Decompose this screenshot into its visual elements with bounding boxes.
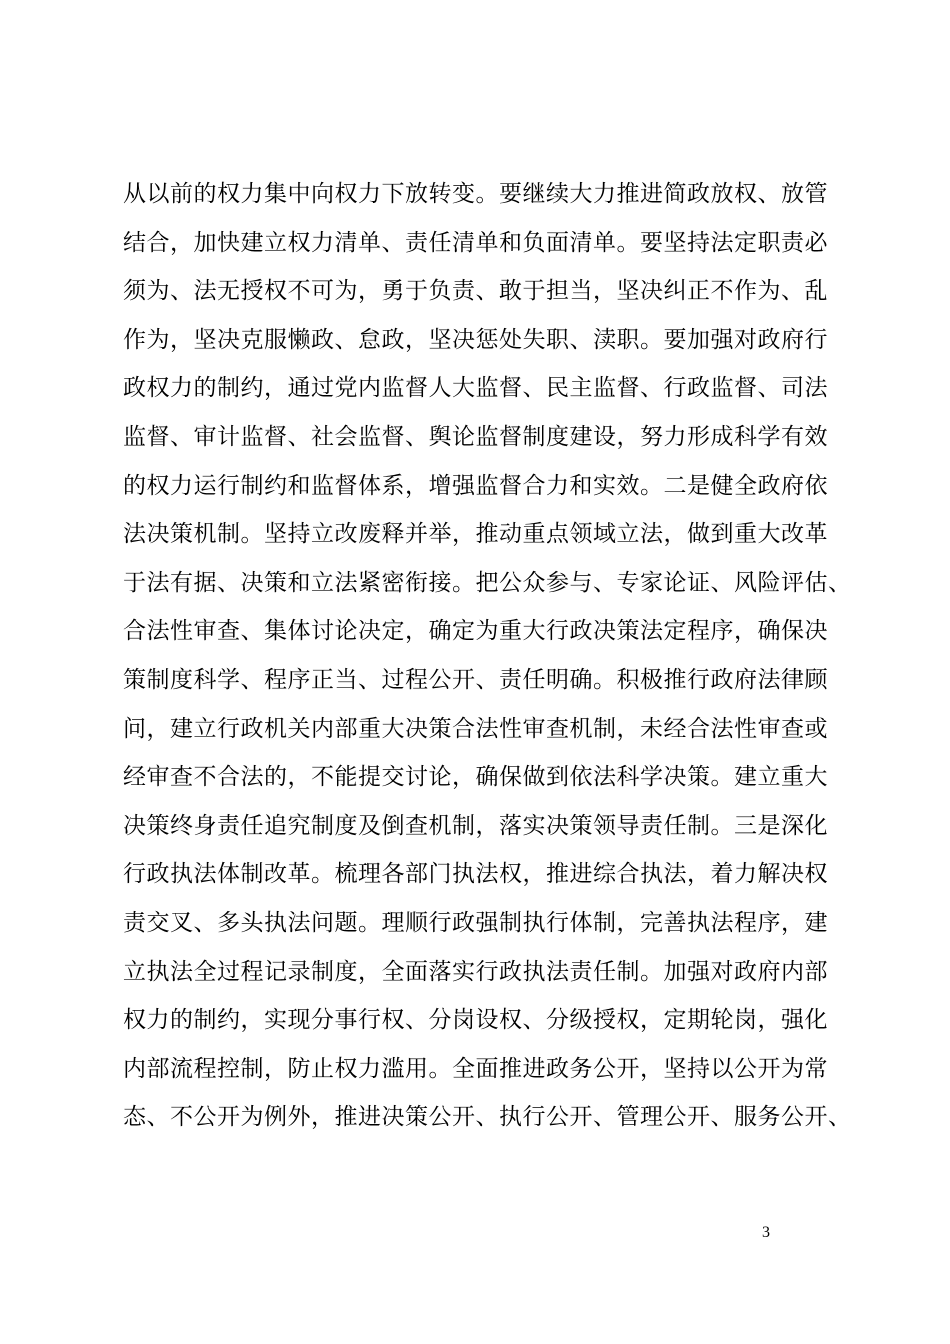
text-line: 立执法全过程记录制度，全面落实行政执法责任制。加强对政府内部	[123, 958, 828, 985]
page-number: 3	[762, 1224, 770, 1241]
text-line: 态、不公开为例外，推进决策公开、执行公开、管理公开、服务公开、	[123, 1104, 852, 1131]
text-line: 作为，坚决克服懒政、怠政，坚决惩处失职、渎职。要加强对政府行	[123, 326, 828, 353]
text-line: 法决策机制。坚持立改废释并举，推动重点领域立法，做到重大改革	[123, 521, 828, 548]
text-line: 于法有据、决策和立法紧密衔接。把公众参与、专家论证、风险评估、	[123, 569, 852, 596]
text-line: 合法性审查、集体讨论决定，确定为重大行政决策法定程序，确保决	[123, 618, 828, 645]
text-line: 问，建立行政机关内部重大决策合法性审查机制，未经合法性审查或	[123, 715, 828, 742]
text-line: 决策终身责任追究制度及倒查机制，落实决策领导责任制。三是深化	[123, 812, 828, 839]
text-line: 策制度科学、程序正当、过程公开、责任明确。积极推行政府法律顾	[123, 666, 828, 693]
text-line: 监督、审计监督、社会监督、舆论监督制度建设，努力形成科学有效	[123, 423, 828, 450]
text-line: 行政执法体制改革。梳理各部门执法权，推进综合执法，着力解决权	[123, 861, 828, 888]
text-line: 责交叉、多头执法问题。理顺行政强制执行体制，完善执法程序，建	[123, 909, 828, 936]
text-line: 经审查不合法的，不能提交讨论，确保做到依法科学决策。建立重大	[123, 764, 828, 791]
text-line: 权力的制约，实现分事行权、分岗设权、分级授权，定期轮岗，强化	[123, 1007, 828, 1034]
text-line: 的权力运行制约和监督体系，增强监督合力和实效。二是健全政府依	[123, 472, 828, 499]
text-line: 结合，加快建立权力清单、责任清单和负面清单。要坚持法定职责必	[123, 229, 828, 256]
text-line: 政权力的制约，通过党内监督人大监督、民主监督、行政监督、司法	[123, 375, 828, 402]
body-text	[123, 170, 852, 1142]
text-line: 从以前的权力集中向权力下放转变。要继续大力推进简政放权、放管	[123, 181, 828, 207]
text-line: 须为、法无授权不可为，勇于负责、敢于担当，坚决纠正不作为、乱	[123, 278, 828, 305]
text-line: 内部流程控制，防止权力滥用。全面推进政务公开，坚持以公开为常	[123, 1055, 828, 1082]
